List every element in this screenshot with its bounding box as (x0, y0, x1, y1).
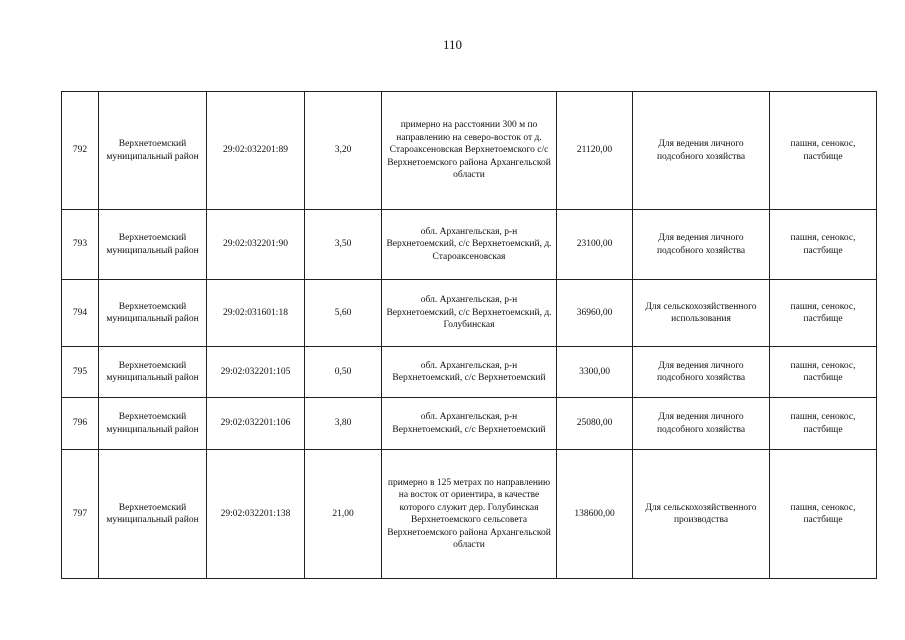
cell-location: обл. Архангельская, р-н Верхнетоемский, с/с Верхнетоемский (382, 398, 557, 450)
cell-cadastral-number: 29:02:032201:105 (207, 347, 305, 398)
cell-number: 793 (62, 210, 99, 280)
cell-value: 36960,00 (557, 280, 633, 347)
cell-value: 21120,00 (557, 92, 633, 210)
cell-cadastral-number: 29:02:031601:18 (207, 280, 305, 347)
cell-purpose: Для сельскохозяйственного использования (633, 280, 770, 347)
cell-location: примерно на расстоянии 300 м по направлению на северо-восток от д. Староаксеновская Верхнетоемского с/с Верхнетоемского района Архангельской области (382, 92, 557, 210)
cell-district: Верхнетоемский муниципальный район (99, 450, 207, 579)
cell-district: Верхнетоемский муниципальный район (99, 347, 207, 398)
cell-purpose: Для ведения личного подсобного хозяйства (633, 210, 770, 280)
cell-land-use: пашня, сенокос, пастбище (770, 398, 877, 450)
cell-land-use: пашня, сенокос, пастбище (770, 92, 877, 210)
cell-number: 797 (62, 450, 99, 579)
cell-value: 3300,00 (557, 347, 633, 398)
cell-number: 795 (62, 347, 99, 398)
cell-area: 5,60 (305, 280, 382, 347)
cell-number: 796 (62, 398, 99, 450)
cell-area: 3,50 (305, 210, 382, 280)
table-row (62, 92, 877, 210)
cell-purpose: Для ведения личного подсобного хозяйства (633, 347, 770, 398)
cell-area: 3,20 (305, 92, 382, 210)
cell-cadastral-number: 29:02:032201:106 (207, 398, 305, 450)
cell-number: 794 (62, 280, 99, 347)
table-row (62, 210, 877, 280)
cell-value: 25080,00 (557, 398, 633, 450)
table-row (62, 347, 877, 398)
cell-cadastral-number: 29:02:032201:138 (207, 450, 305, 579)
cell-location: обл. Архангельская, р-н Верхнетоемский, с/с Верхнетоемский (382, 347, 557, 398)
cell-land-use: пашня, сенокос, пастбище (770, 450, 877, 579)
cell-cadastral-number: 29:02:032201:89 (207, 92, 305, 210)
cell-purpose: Для сельскохозяйственного производства (633, 450, 770, 579)
land-plots-table (61, 91, 877, 579)
cell-area: 3,80 (305, 398, 382, 450)
table-row (62, 398, 877, 450)
cell-location: примерно в 125 метрах по направлению на восток от ориентира, в качестве которого служит дер. Голубинская Верхнетоемского сельсовета Верхнетоемского района Архангельской области (382, 450, 557, 579)
cell-area: 21,00 (305, 450, 382, 579)
cell-land-use: пашня, сенокос, пастбище (770, 347, 877, 398)
cell-value: 23100,00 (557, 210, 633, 280)
cell-purpose: Для ведения личного подсобного хозяйства (633, 398, 770, 450)
cell-district: Верхнетоемский муниципальный район (99, 92, 207, 210)
cell-district: Верхнетоемский муниципальный район (99, 280, 207, 347)
cell-cadastral-number: 29:02:032201:90 (207, 210, 305, 280)
cell-district: Верхнетоемский муниципальный район (99, 398, 207, 450)
cell-value: 138600,00 (557, 450, 633, 579)
cell-land-use: пашня, сенокос, пастбище (770, 280, 877, 347)
cell-land-use: пашня, сенокос, пастбище (770, 210, 877, 280)
cell-district: Верхнетоемский муниципальный район (99, 210, 207, 280)
cell-number: 792 (62, 92, 99, 210)
table-row (62, 280, 877, 347)
page-number: 110 (442, 37, 463, 52)
cell-location: обл. Архангельская, р-н Верхнетоемский, с/с Верхнетоемский, д. Староаксеновская (382, 210, 557, 280)
table-row (62, 450, 877, 579)
cell-location: обл. Архангельская, р-н Верхнетоемский, с/с Верхнетоемский, д. Голубинская (382, 280, 557, 347)
cell-area: 0,50 (305, 347, 382, 398)
cell-purpose: Для ведения личного подсобного хозяйства (633, 92, 770, 210)
